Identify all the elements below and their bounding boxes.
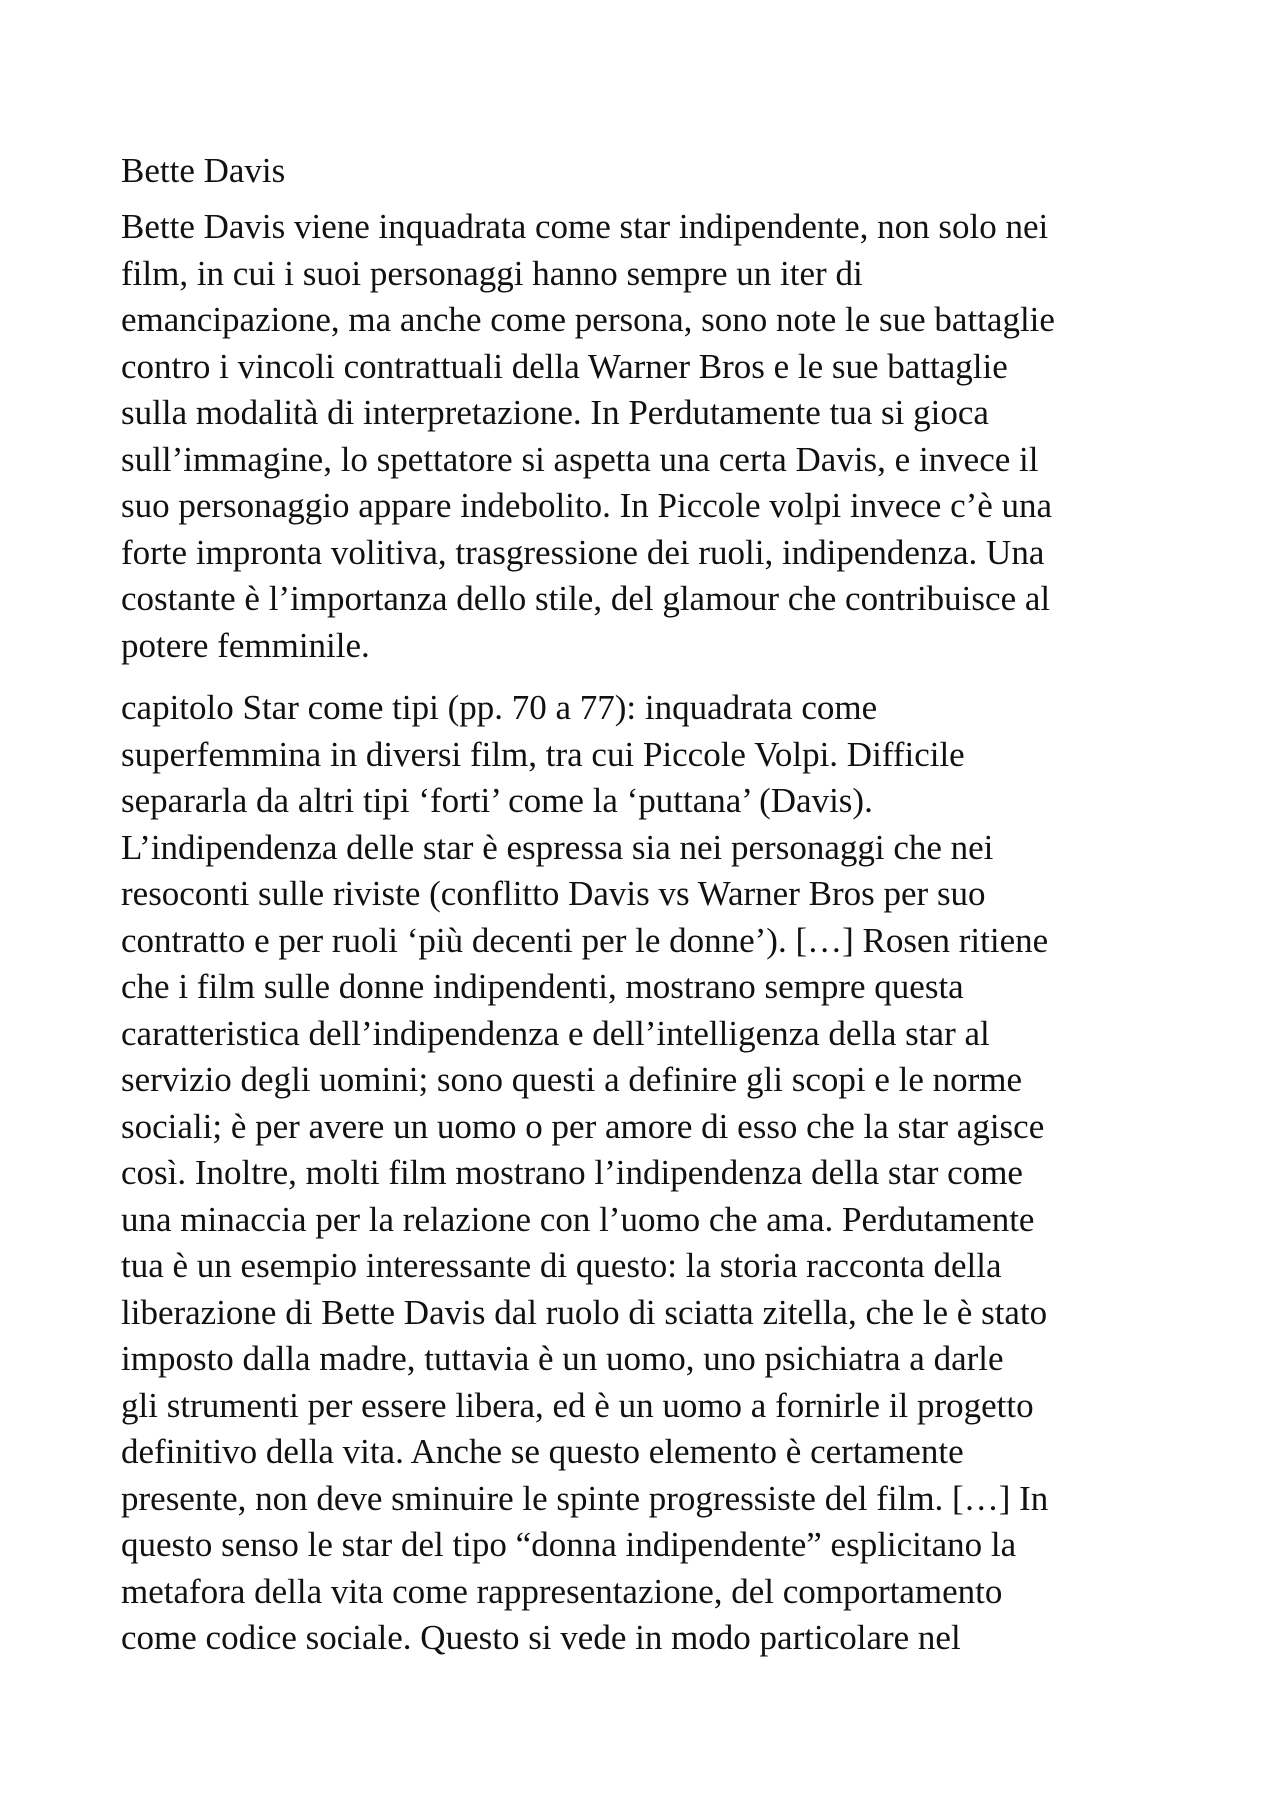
text-line: L’indipendenza delle star è espressa sia nei personaggi che nei — [121, 827, 994, 867]
text-line: sulla modalità di interpretazione. In Perdutamente tua si gioca — [121, 393, 989, 432]
text-line: questo senso le star del tipo “donna indipendente” esplicitano la — [121, 1525, 1017, 1564]
text-line: sull’immagine, lo spettatore si aspetta una certa Davis, e invece il — [121, 439, 1039, 479]
text-line: contratto e per ruoli ‘più decenti per le donne’). […] Rosen ritiene — [121, 920, 1049, 960]
text-line: così. Inoltre, molti film mostrano l’indipendenza della star come — [121, 1153, 1023, 1192]
text-line: metafora della vita come rappresentazione, del comportamento — [121, 1571, 1003, 1611]
text-line: sociali; è per avere un uomo o per amore di esso che la star agisce — [121, 1106, 1045, 1146]
text-line: suo personaggio appare indebolito. In Piccole volpi invece c’è una — [121, 486, 1053, 525]
text-line: capitolo Star come tipi (pp. 70 a 77): inquadrata come — [121, 688, 878, 727]
paragraph-1 — [121, 204, 1181, 669]
text-line: resoconti sulle riviste (conflitto Davis vs Warner Bros per suo — [121, 874, 986, 913]
text-line: liberazione di Bette Davis dal ruolo di sciatta zitella, che le è stato — [121, 1292, 1048, 1332]
text-line: superfemmina in diversi film, tra cui Piccole Volpi. Difficile — [121, 734, 965, 774]
text-line: Bette Davis viene inquadrata come star indipendente, non solo nei — [121, 207, 1049, 246]
text-line: definitivo della vita. Anche se questo elemento è certamente — [121, 1432, 964, 1471]
paragraph-2 — [121, 685, 1181, 1662]
text-line: film, in cui i suoi personaggi hanno sempre un iter di — [121, 253, 863, 293]
text-line: servizio degli uomini; sono questi a definire gli scopi e le norme — [121, 1060, 1023, 1099]
text-line: forte impronta volitiva, trasgressione dei ruoli, indipendenza. Una — [121, 532, 1045, 572]
document-title: Bette Davis — [121, 151, 286, 190]
text-line: una minaccia per la relazione con l’uomo che ama. Perdutamente — [121, 1199, 1035, 1239]
text-line: presente, non deve sminuire le spinte progressiste del film. […] In — [121, 1478, 1049, 1518]
text-line: tua è un esempio interessante di questo: la storia racconta della — [121, 1246, 1002, 1285]
text-line: che i film sulle donne indipendenti, mostrano sempre questa — [121, 967, 964, 1006]
text-line: caratteristica dell’indipendenza e dell’intelligenza della star al — [121, 1013, 990, 1053]
text-line: separarla da altri tipi ‘forti’ come la ‘puttana’ (Davis). — [121, 781, 873, 820]
text-line: contro i vincoli contrattuali della Warner Bros e le sue battaglie — [121, 346, 1008, 386]
text-line: costante è l’importanza dello stile, del glamour che contribuisce al — [121, 579, 1051, 618]
text-line: come codice sociale. Questo si vede in modo particolare nel — [121, 1618, 961, 1657]
text-line: gli strumenti per essere libera, ed è un uomo a fornirle il progetto — [121, 1385, 1034, 1425]
text-line: potere femminile. — [121, 625, 370, 665]
text-line: emancipazione, ma anche come persona, sono note le sue battaglie — [121, 300, 1055, 339]
text-line: imposto dalla madre, tuttavia è un uomo, uno psichiatra a darle — [121, 1339, 1004, 1378]
document-page — [121, 148, 1181, 1678]
